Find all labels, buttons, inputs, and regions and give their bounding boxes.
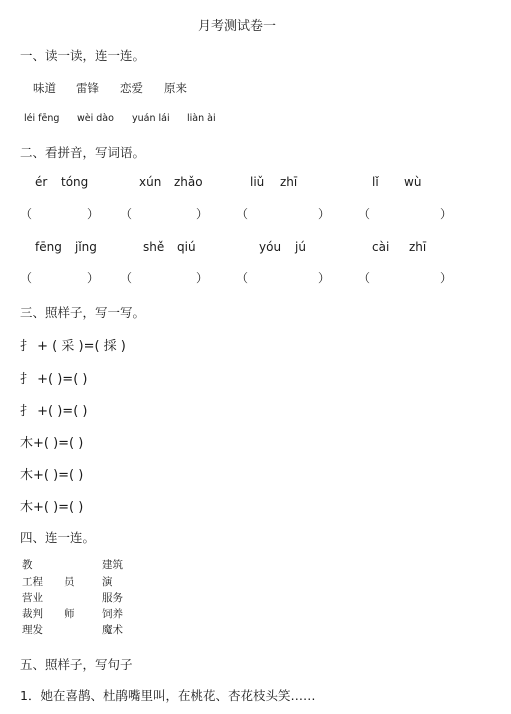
s2-pinyin: fēng (35, 240, 62, 254)
s2-pinyin: xún (139, 175, 162, 189)
answer-paren-close: ） (87, 271, 100, 285)
s4-mid-item: 师 (64, 608, 75, 620)
section-3-heading: 三、照样子，写一写。 (20, 305, 146, 320)
s2-pinyin: yóu (259, 240, 282, 254)
s1-pinyin: yuán lái (132, 113, 170, 124)
answer-paren-close: ） (440, 207, 453, 221)
answer-paren-open: （ (120, 271, 133, 285)
answer-paren-open: （ (358, 271, 371, 285)
answer-paren-close: ） (318, 207, 331, 221)
s1-pinyin: liàn ài (187, 113, 216, 124)
s4-left-item: 营业 (22, 592, 43, 604)
s1-word: 原来 (164, 81, 187, 95)
s2-pinyin: zhǎo (174, 175, 203, 189)
s1-word: 雷锋 (76, 81, 99, 95)
s1-pinyin: wèi dào (77, 113, 114, 124)
answer-paren-open: （ (236, 207, 249, 221)
s4-right-item: 服务 (102, 592, 123, 604)
s4-right-item: 魔术 (102, 624, 123, 636)
s4-mid-item: 员 (64, 576, 75, 588)
answer-paren-open: （ (20, 207, 33, 221)
answer-paren-close: ） (440, 271, 453, 285)
s2-pinyin: qiú (177, 240, 196, 254)
section-4-heading: 四、连一连。 (20, 530, 96, 545)
s4-left-item: 教 (22, 559, 33, 571)
s3-item: 木+( )=( ) (20, 468, 84, 483)
page-title: 月考测试卷一 (198, 19, 277, 34)
s2-pinyin: liǔ (250, 175, 265, 189)
s2-pinyin: zhī (280, 175, 298, 189)
section-2-heading: 二、看拼音，写词语。 (20, 145, 146, 160)
s4-right-item: 演 (102, 576, 113, 588)
s2-pinyin: lǐ (372, 175, 379, 189)
s4-left-item: 裁判 (22, 608, 43, 620)
answer-paren-open: （ (236, 271, 249, 285)
s3-item: 扌 +( )=( ) (20, 404, 88, 419)
answer-paren-close: ） (196, 271, 209, 285)
s2-pinyin: cài (372, 240, 390, 254)
answer-paren-close: ） (196, 207, 209, 221)
s2-pinyin: jú (295, 240, 306, 254)
s4-right-item: 饲养 (102, 608, 123, 620)
answer-paren-close: ） (318, 271, 331, 285)
s3-item: 扌 + ( 采 )=( 採 ) (20, 339, 126, 354)
answer-paren-open: （ (20, 271, 33, 285)
s4-right-item: 建筑 (102, 559, 123, 571)
s3-item: 木+( )=( ) (20, 500, 84, 515)
answer-paren-close: ） (87, 207, 100, 221)
section-1-heading: 一、读一读，连一连。 (20, 48, 146, 63)
s1-pinyin: léi fēng (24, 113, 60, 124)
s2-pinyin: wù (404, 175, 422, 189)
s1-word: 味道 (33, 81, 56, 95)
s2-pinyin: jǐng (75, 240, 97, 254)
s1-word: 恋爱 (120, 81, 143, 95)
s2-pinyin: tóng (61, 175, 89, 189)
answer-paren-open: （ (120, 207, 133, 221)
s3-item: 扌 +( )=( ) (20, 372, 88, 387)
s3-item: 木+( )=( ) (20, 436, 84, 451)
s4-left-item: 工程 (22, 576, 43, 588)
s2-pinyin: zhī (409, 240, 427, 254)
section-5-heading: 五、照样子，写句子 (20, 657, 133, 672)
s4-left-item: 理发 (22, 624, 43, 636)
s2-pinyin: ér (35, 175, 48, 189)
s2-pinyin: shě (143, 240, 165, 254)
s5-example-sentence: 1．她在喜鹊、杜鹃嘴里叫，在桃花、杏花枝头笑…… (20, 688, 316, 703)
answer-paren-open: （ (358, 207, 371, 221)
